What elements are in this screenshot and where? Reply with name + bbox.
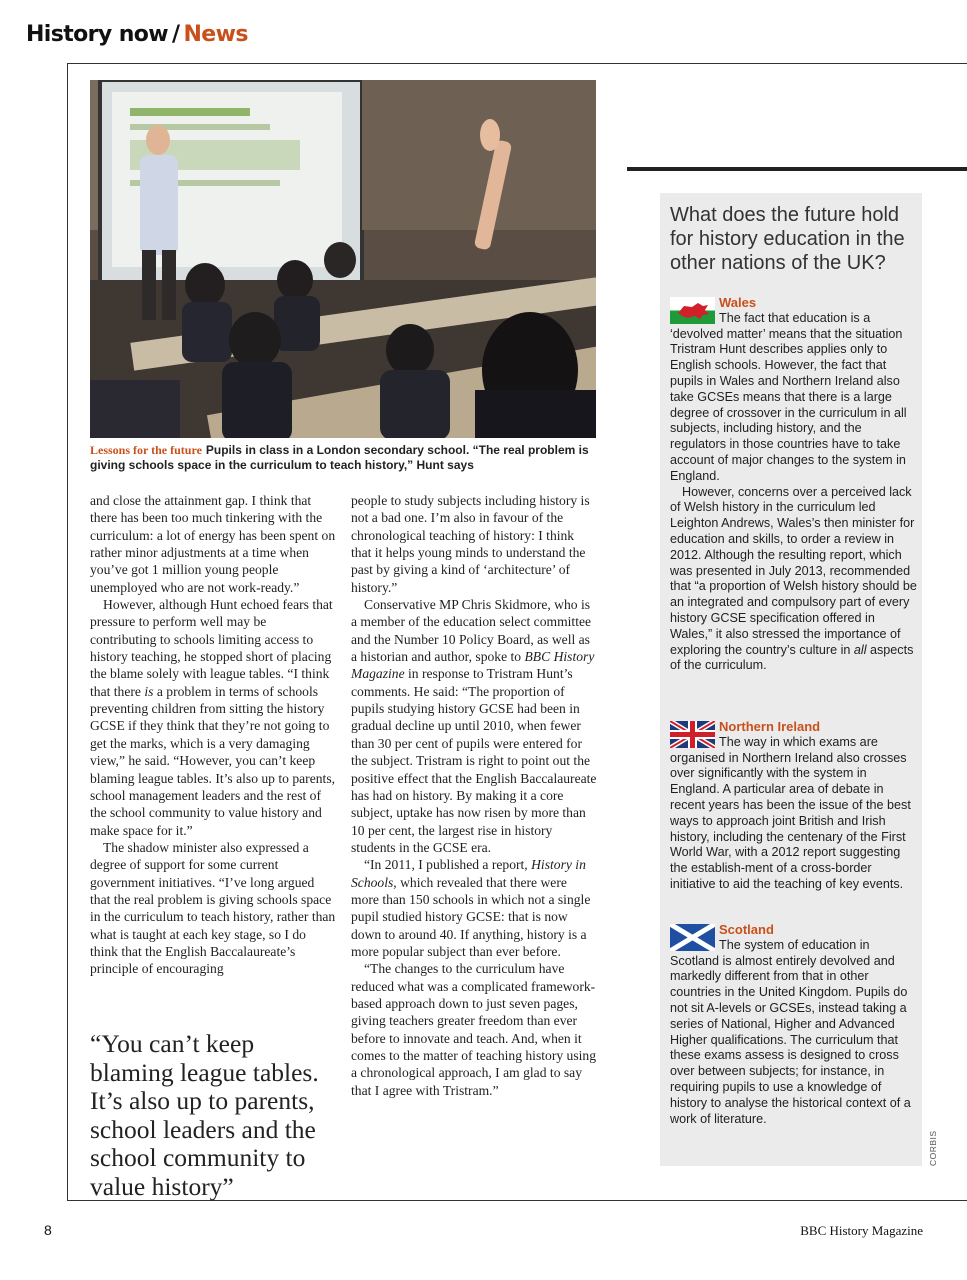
- paragraph: The fact that education is a ‘devolved matter’ means that the situation Tristram Hunt describes applies only to English schools. However, the fact that pupils in Wales and Northern Ireland also take GCSEs means that there is a large degree of crossover in the curriculum in all subjects, including history, and the regulators in those countries have to take account of major changes to the system in England.: [670, 310, 907, 483]
- header-separator: /: [172, 22, 180, 47]
- photo-credit-wrap: [928, 1130, 964, 1176]
- caption-text: Pupils in class in a London secondary school. “The real problem is giving schools space in the curriculum to teach history,” Hunt says: [90, 443, 589, 472]
- section-heading: Northern Ireland: [719, 719, 821, 734]
- frame-left-rule: [67, 63, 68, 1201]
- wales-flag-icon: [670, 297, 715, 324]
- paragraph: and close the attainment gap. I think that there has been too much tinkering with the curriculum: a lot of energy has been spent on rather minor adjustments at a time when you’ve got 1 million young people unemployed who are not work-ready.”: [90, 493, 336, 595]
- photo-caption: [90, 443, 590, 473]
- sidebar-title: What does the future hold for history education in the other nations of the UK?: [670, 204, 905, 274]
- paragraph: However, although Hunt echoed fears that pressure to perform well may be contributing to schools limiting access to history teaching, he stopped short of placing the blame solely with league tables. “I think that there is a problem in terms of schools preventing children from sitting the history GCSE if they think that they’re not going to get the marks, which is a very damaging view,” he said. “However, you can’t keep blaming league tables. It’s also up to parents, school management leaders and the rest of the school community to value history and make space for it.”: [90, 597, 336, 838]
- section-heading: Scotland: [719, 922, 774, 937]
- scotland-flag-icon: [670, 924, 715, 951]
- paragraph: However, concerns over a perceived lack of Welsh history in the curriculum led Leighton Andrews, Wales’s then minister for education and skills, to order a review in 2012. Although the resulting report, which was presented in July 2013, recommended that “a proportion of Welsh history should be an integrated and compulsory part of every history GCSE specification offered in Wales,” it also stressed the importance of exploring the country’s culture in all aspects of the curriculum.: [670, 484, 917, 673]
- header-section: News: [183, 22, 248, 47]
- classroom-photo: [90, 80, 596, 438]
- caption-label: Lessons for the future: [90, 443, 202, 457]
- page-header: [26, 22, 248, 47]
- paragraph: The way in which exams are organised in Northern Ireland also crosses over significantly with the system in England. A particular area of debate in recent years has been the issue of the best ways to approach joint British and Irish history, including the centenary of the First World War, with a 2012 report suggesting the establish-ment of a cross-border initiative to aid the teaching of key events.: [670, 734, 911, 891]
- header-title: History now: [26, 22, 169, 47]
- sidebar-top-rule: [627, 167, 967, 171]
- article-column-2: [351, 492, 597, 1099]
- sidebar-box: [660, 193, 922, 1166]
- magazine-name: BBC History Magazine: [800, 1223, 923, 1238]
- sidebar-section-scotland: [670, 922, 918, 1127]
- frame-top-rule: [67, 63, 967, 64]
- article-column-1: [90, 492, 336, 978]
- paragraph: The system of education in Scotland is almost entirely devolved and markedly different from that in other countries in the United Kingdom. Pupils do not sit A-levels or GCSEs, instead taking a series of National, Higher and Advanced Higher qualifications. The curriculum that these exams assess is designed to cross over between subjects; for instance, in requiring pupils to use a knowledge of history to analyse the historical context of a work of literature.: [670, 937, 911, 1126]
- page-number: 8: [44, 1222, 52, 1238]
- paragraph: “The changes to the curriculum have reduced what was a complicated framework-based approach down to just seven pages, giving teachers greater freedom than ever before to innovate and teach. And, when it comes to the matter of teaching history using a chronological approach, I am glad to say that I agree with Tristram.”: [351, 961, 597, 1098]
- paragraph: “In 2011, I published a report, History in Schools, which revealed that there were more than 150 schools in which not a single pupil studied history GCSE: that is now down to around 40. If anything, history is a more popular subject than ever before.: [351, 857, 591, 959]
- pull-quote: “You can’t keep blaming league tables. It’s also up to parents, school leaders and the school community to value history”: [90, 1029, 319, 1201]
- sidebar-section-northern-ireland: [670, 719, 918, 893]
- paragraph: people to study subjects including history is not a bad one. I’m also in favour of the chronological teaching of history: I think that it helps young minds to understand the past by giving a kind of ‘architecture’ of history.”: [351, 493, 590, 595]
- sidebar-section-wales: [670, 295, 918, 674]
- section-heading: Wales: [719, 295, 757, 310]
- union-flag-icon: [670, 721, 715, 748]
- paragraph: Conservative MP Chris Skidmore, who is a member of the education select committee and the Number 10 Policy Board, as well as a historian and author, spoke to BBC History Magazine in response to Tristram Hunt’s comments. He said: “The proportion of pupils studying history GCSE had been in gradual decline up until 2010, when fewer than 30 per cent of pupils were entered for the subject. Tristram is right to point out the positive effect that the English Baccalaureate has had on history. By making it a core subject, uptake has now risen by more than 10 per cent, the largest rise in history students in the GCSE era.: [351, 597, 597, 855]
- paragraph: The shadow minister also expressed a degree of support for some current government initiatives. “I’ve long argued that the real problem is giving schools space in the curriculum to teach history, rather than what is taught at each key stage, so I do think that the English Baccalaureate’s principle of encouraging: [90, 839, 336, 977]
- photo-credit: CORBIS: [928, 1130, 938, 1166]
